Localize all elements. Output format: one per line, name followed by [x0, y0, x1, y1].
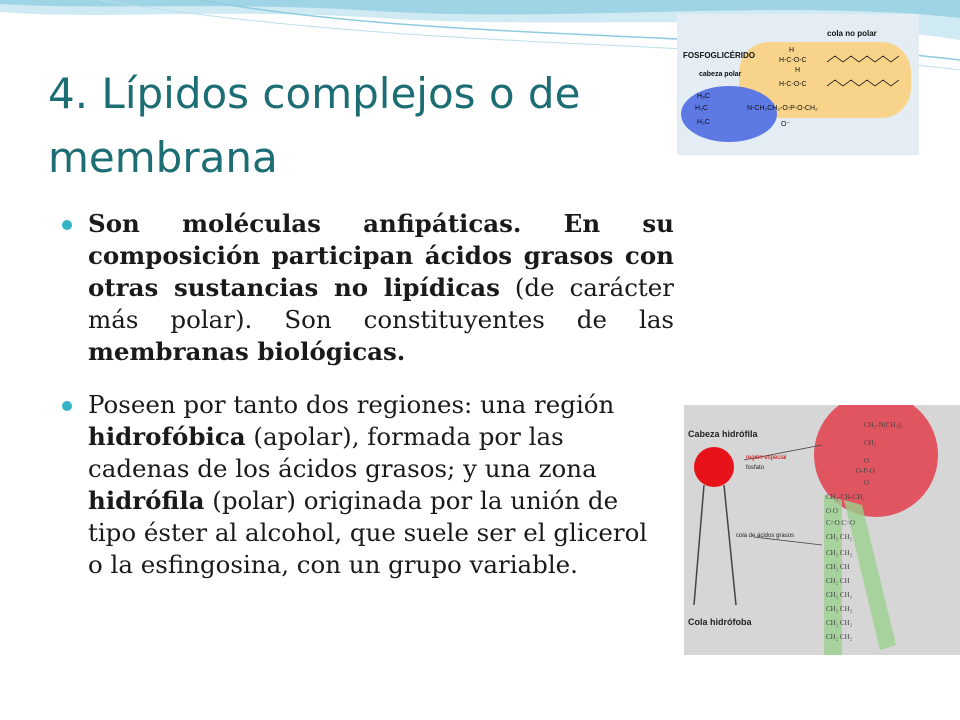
svg-text:H: H	[795, 67, 801, 74]
svg-text:CH₂: CH₂	[864, 439, 877, 447]
svg-text:H₃C: H₃C	[695, 105, 708, 112]
title-line-1: 4. Lípidos complejos o de	[48, 69, 581, 118]
bullet-2-bold-hidrofobica: hidrofóbica	[88, 422, 246, 451]
svg-text:H₃C: H₃C	[697, 119, 710, 126]
bullet-text-1	[88, 208, 674, 368]
bullet-2-bold-hidrofila: hidrófila	[88, 486, 205, 515]
svg-text:CH₂ CH₂: CH₂ CH₂	[826, 605, 853, 613]
svg-text:H-C-O-C: H-C-O-C	[779, 81, 807, 88]
svg-text:CH₂ CH₂: CH₂ CH₂	[826, 633, 853, 641]
svg-text:O⁻: O⁻	[781, 121, 791, 128]
bullet-dot-2	[62, 401, 72, 411]
bullet-2-text-c: (polar) originada por la unión de tipo éster al alcohol, que suele ser el glicerol o la esfingosina, con un grupo variable.	[88, 486, 648, 579]
phosphate-label: fosfato	[746, 465, 765, 471]
bullet-1-plain: (de carácter más polar). Son constituyentes de las	[88, 273, 674, 334]
bullet-2-text-a: Poseen por tanto dos regiones: una región	[88, 390, 615, 419]
svg-text:O O: O O	[826, 507, 838, 515]
head-region-shape	[681, 86, 777, 142]
svg-text:H₃C: H₃C	[697, 93, 710, 100]
region-label: región especial	[746, 455, 787, 461]
svg-text:CH₂ CH₂: CH₂ CH₂	[826, 619, 853, 627]
svg-text:C=O C=O: C=O C=O	[826, 519, 856, 527]
bullet-1-bold-a: Son moléculas anfipáticas. En su composición participan ácidos grasos con otras sustancias no lipídicas	[88, 209, 674, 302]
svg-text:CH₂ CH₂: CH₂ CH₂	[826, 591, 853, 599]
svg-text:CH₂ CH: CH₂ CH	[826, 577, 850, 585]
svg-text:H-C-O-C: H-C-O-C	[779, 57, 807, 64]
svg-text:CH₂ CH: CH₂ CH	[826, 563, 850, 571]
svg-text:O: O	[864, 479, 870, 487]
svg-text:CH₂-CH-CH₂: CH₂-CH-CH₂	[826, 493, 865, 501]
svg-text:CH₂ CH₂: CH₂ CH₂	[826, 549, 853, 557]
bullet-1-bold-b: membranas biológicas.	[88, 337, 406, 366]
phosphoglyceride-diagram	[677, 14, 919, 155]
page-title	[48, 62, 688, 190]
chains-label: cola de ácidos grasos	[736, 533, 795, 539]
bullet-2-text-b: (apolar), formada por las cadenas de los ácidos grasos; y una zona	[88, 422, 597, 483]
svg-text:O-P-O: O-P-O	[856, 467, 875, 475]
tail-label: cola no polar	[827, 29, 877, 38]
head-label: cabeza polar	[699, 71, 742, 78]
tail-label: Cola hidrófoba	[688, 617, 752, 627]
fosfoglicerido-label: FOSFOGLICÉRIDO	[683, 51, 755, 60]
bullet-text-2	[88, 389, 668, 581]
svg-text:CH₂ CH₂: CH₂ CH₂	[826, 533, 853, 541]
svg-text:H: H	[789, 47, 795, 54]
bullet-dot-1	[62, 220, 72, 230]
svg-text:O: O	[864, 457, 870, 465]
head-label: Cabeza hidrófila	[688, 429, 758, 439]
small-head-circle	[694, 447, 734, 487]
lipid-structure-diagram	[684, 405, 960, 655]
title-line-2: membrana	[48, 133, 278, 182]
svg-text:N-CH₂CH₂-O-P-O-CH₂: N-CH₂CH₂-O-P-O-CH₂	[747, 105, 818, 112]
svg-text:CH₂-N(CH₃)₃: CH₂-N(CH₃)₃	[864, 421, 903, 429]
